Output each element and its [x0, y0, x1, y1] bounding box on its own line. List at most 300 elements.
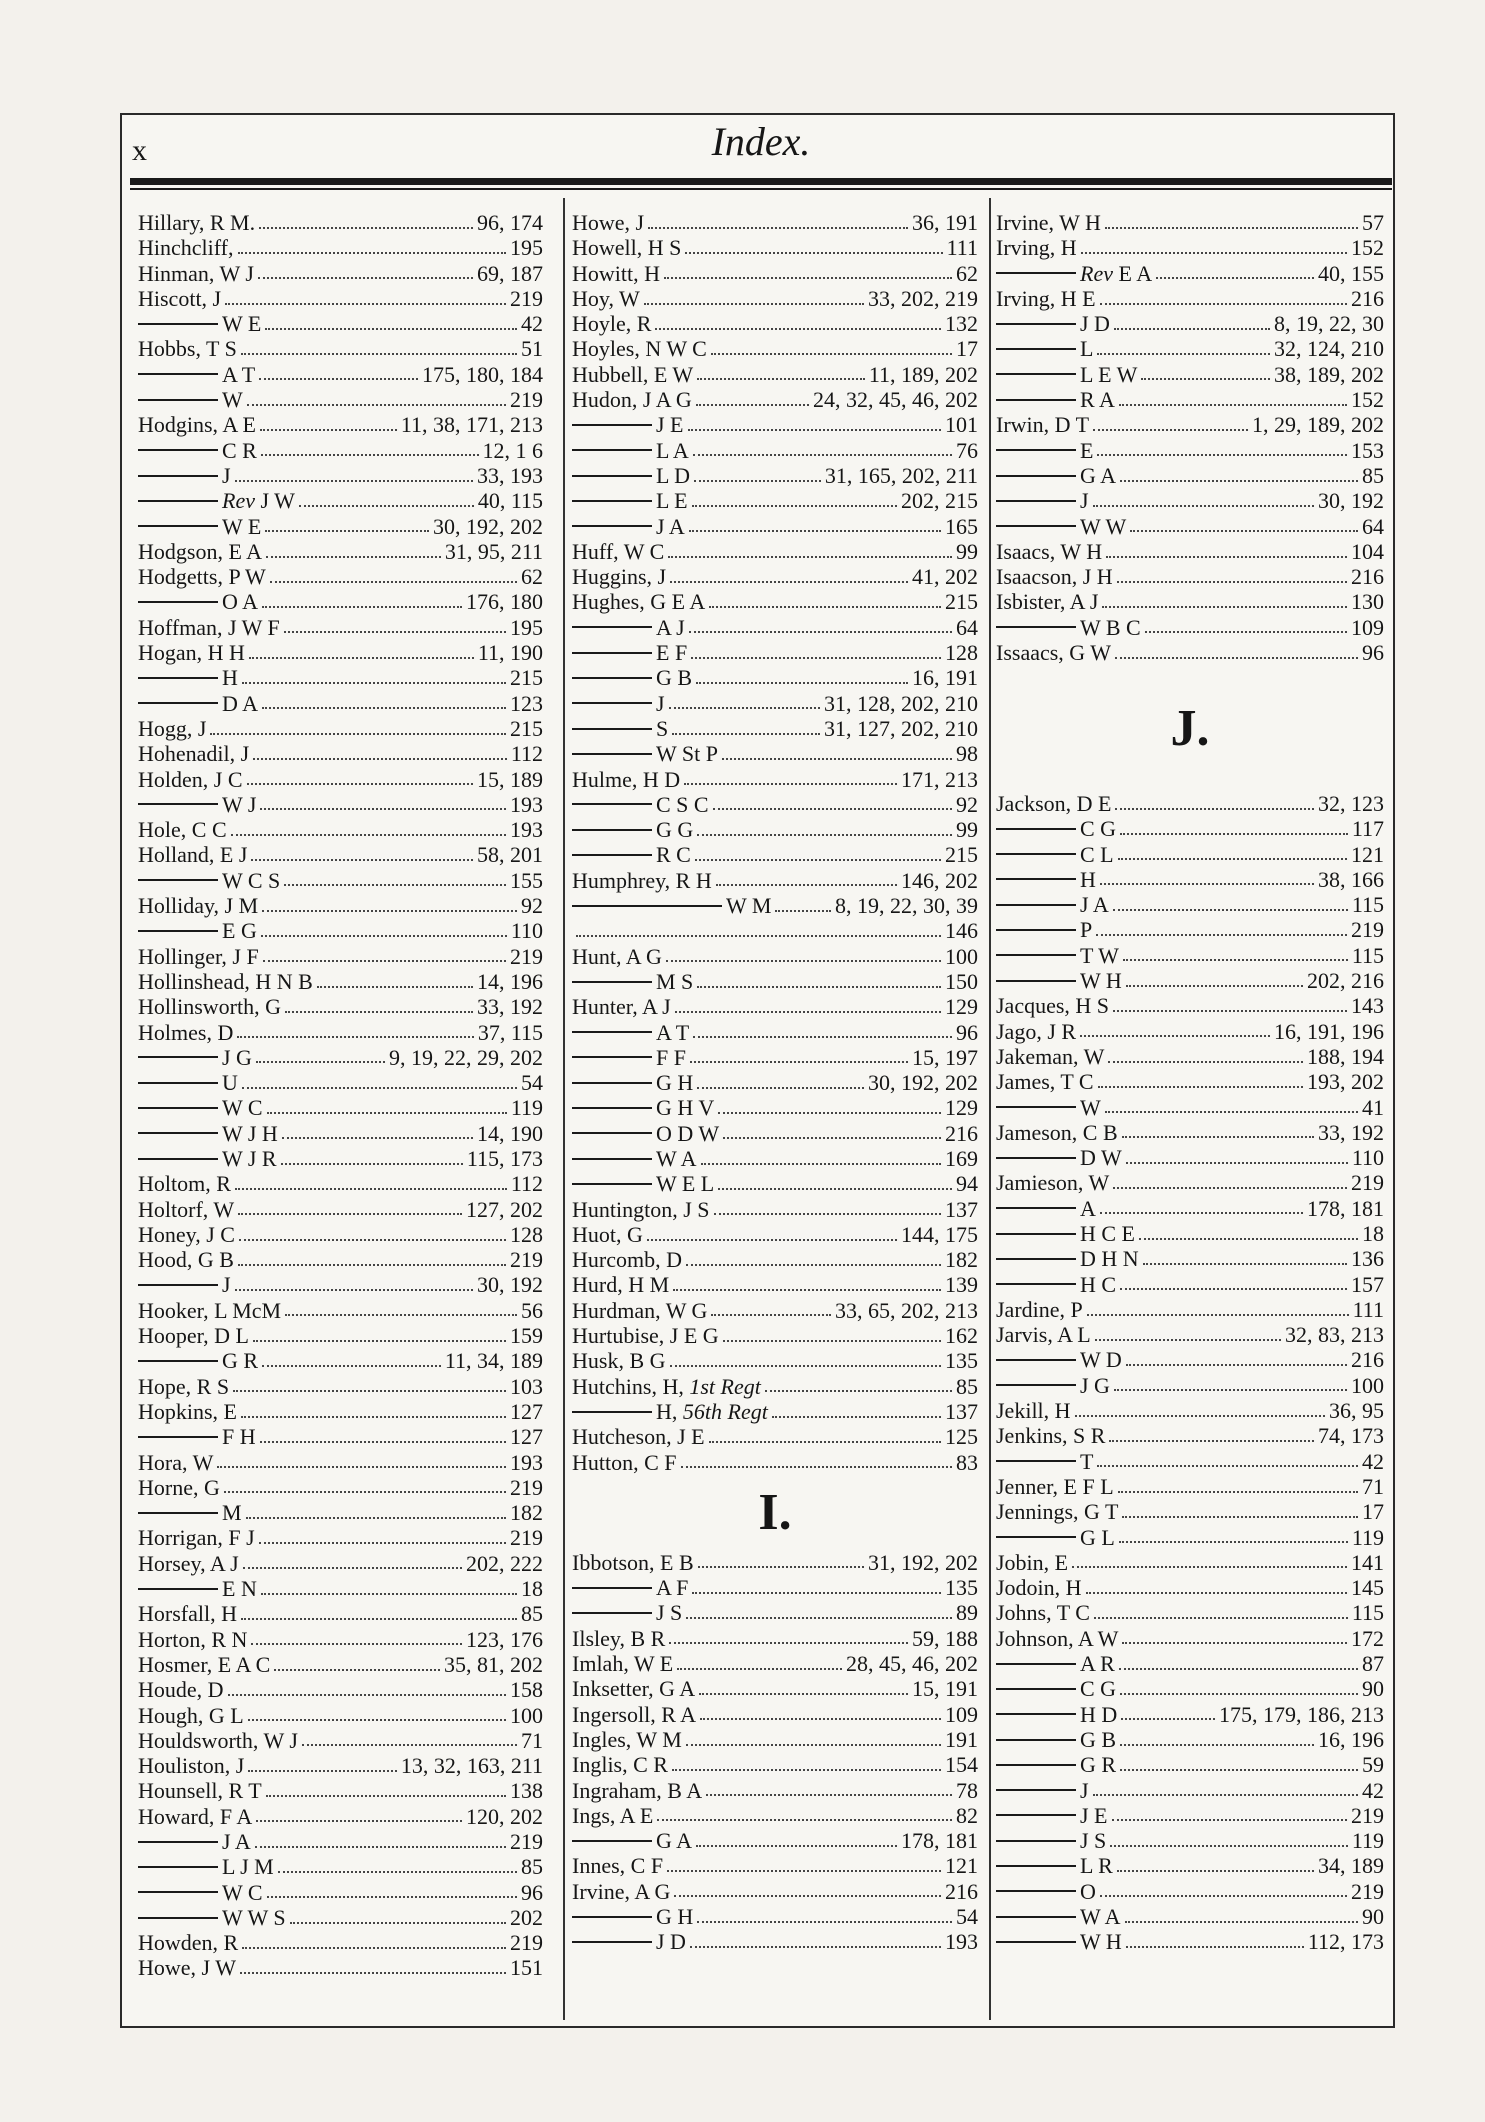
- entry-name: Hollinsworth, G: [138, 994, 281, 1020]
- dot-leader: [1106, 556, 1347, 558]
- entry-name: J A: [656, 513, 685, 539]
- entry-name: Jennings, G T: [996, 1499, 1119, 1525]
- ditto-dash: [996, 929, 1076, 931]
- entry-pages: 219: [510, 1474, 543, 1500]
- ditto-dash: [996, 1207, 1076, 1209]
- column-separator: [563, 198, 565, 2020]
- entry-pages: 100: [510, 1702, 543, 1728]
- ditto-dash: [572, 475, 652, 477]
- entry-name: Hodgson, E A: [138, 538, 263, 564]
- entry-name: C S C: [656, 791, 709, 817]
- dot-leader: [1126, 1162, 1348, 1164]
- ditto-dash: [996, 449, 1076, 451]
- ditto-dash: [138, 702, 218, 704]
- index-entry: [138, 1197, 543, 1222]
- index-entry: [138, 1601, 543, 1626]
- entry-pages: 78: [956, 1777, 978, 1803]
- index-entry: [138, 1374, 543, 1399]
- dot-leader: [1086, 1592, 1347, 1594]
- index-entry: [138, 1551, 543, 1576]
- index-entry: [138, 311, 543, 336]
- index-entry: [138, 514, 543, 539]
- index-entry: [996, 514, 1384, 539]
- entry-name: Hughes, G E A: [572, 589, 706, 615]
- dot-leader: [686, 1744, 941, 1746]
- index-entry: [996, 943, 1384, 968]
- index-entry: [996, 1575, 1384, 1600]
- ditto-dash: [572, 702, 652, 704]
- entry-pages: 90: [1362, 1676, 1384, 1702]
- dot-leader: [714, 1213, 941, 1215]
- entry-name: Irving, H E: [996, 285, 1096, 311]
- dot-leader: [689, 631, 952, 633]
- dot-leader: [302, 1744, 517, 1746]
- dot-leader: [1102, 606, 1347, 608]
- dot-leader: [697, 834, 952, 836]
- entry-name: C R: [222, 437, 257, 463]
- entry-name: Rev J W: [222, 488, 295, 514]
- dot-leader: [1100, 883, 1314, 885]
- entry-pages: 129: [945, 1095, 978, 1121]
- entry-name: W W: [1080, 513, 1127, 539]
- entry-name: M S: [656, 968, 694, 994]
- index-entry: [138, 767, 543, 792]
- entry-name: G B: [656, 665, 693, 691]
- ditto-dash: [572, 1158, 652, 1160]
- index-entry: [572, 286, 978, 311]
- entry-name: Hubbell, E W: [572, 361, 694, 387]
- entry-name: Holmes, D: [138, 1019, 234, 1045]
- entry-pages: 32, 124, 210: [1274, 336, 1384, 362]
- index-entry: [138, 589, 543, 614]
- index-entry: [572, 640, 978, 665]
- dot-leader: [1112, 1819, 1348, 1821]
- entry-pages: 110: [1351, 1145, 1384, 1171]
- ditto-dash: [572, 803, 652, 805]
- dot-leader: [253, 1340, 506, 1342]
- index-entry: [138, 665, 543, 690]
- entry-pages: 121: [1351, 841, 1384, 867]
- dot-leader: [265, 328, 517, 330]
- entry-pages: 15, 197: [912, 1044, 978, 1070]
- ditto-dash: [996, 323, 1076, 325]
- entry-name: H: [222, 665, 238, 691]
- dot-leader: [1108, 1061, 1303, 1063]
- entry-name: C G: [1080, 1676, 1117, 1702]
- entry-name: Holtom, R: [138, 1171, 231, 1197]
- entry-pages: 62: [521, 564, 543, 590]
- ditto-dash: [996, 1663, 1076, 1665]
- dot-leader: [1113, 909, 1348, 911]
- entry-pages: 127, 202: [466, 1196, 543, 1222]
- entry-name: O D W: [656, 1120, 720, 1146]
- dot-leader: [241, 353, 517, 355]
- entry-pages: 219: [1351, 917, 1384, 943]
- dot-leader: [253, 758, 507, 760]
- entry-pages: 96: [956, 1019, 978, 1045]
- entry-pages: 130: [1351, 589, 1384, 615]
- entry-name: Ings, A E: [572, 1802, 654, 1828]
- entry-name: Jacques, H S: [996, 993, 1110, 1019]
- entry-name: W H: [1080, 1929, 1122, 1955]
- index-entry: [996, 387, 1384, 412]
- entry-name: C G: [1080, 816, 1117, 842]
- index-entry: [996, 1095, 1384, 1120]
- index-entry: [138, 1854, 543, 1879]
- entry-pages: 64: [1362, 513, 1384, 539]
- entry-name: W B C: [1080, 614, 1141, 640]
- dot-leader: [1126, 985, 1303, 987]
- index-entry: [996, 1803, 1384, 1828]
- entry-name: A J: [656, 614, 685, 640]
- entry-name: W W S: [222, 1904, 286, 1930]
- entry-name: C L: [1080, 841, 1114, 867]
- dot-leader: [711, 1314, 831, 1316]
- ditto-dash: [996, 1840, 1076, 1842]
- entry-name: W: [222, 387, 243, 413]
- dot-leader: [261, 935, 507, 937]
- entry-pages: 119: [1351, 1828, 1384, 1854]
- index-entry: [996, 1904, 1384, 1929]
- index-entry: [572, 1879, 978, 1904]
- dot-leader: [775, 910, 831, 912]
- entry-pages: 30, 192, 202: [433, 513, 543, 539]
- index-entry: [138, 1171, 543, 1196]
- entry-pages: 28, 45, 46, 202: [846, 1651, 978, 1677]
- ditto-dash: [138, 1082, 218, 1084]
- index-entry: [138, 1146, 543, 1171]
- dot-leader: [648, 227, 908, 229]
- spacer: [996, 665, 1384, 690]
- entry-pages: 40, 155: [1318, 260, 1384, 286]
- index-entry: [572, 1752, 978, 1777]
- dot-leader: [699, 1693, 908, 1695]
- dot-leader: [1093, 505, 1314, 507]
- entry-name: Jamieson, W: [996, 1170, 1110, 1196]
- index-entry: [572, 463, 978, 488]
- index-entry: [572, 1045, 978, 1070]
- entry-pages: 104: [1351, 538, 1384, 564]
- entry-name: Hodgins, A E: [138, 412, 256, 438]
- dot-leader: [1095, 1339, 1281, 1341]
- entry-pages: 57: [1362, 210, 1384, 235]
- ditto-dash: [572, 1056, 652, 1058]
- entry-pages: 123, 176: [466, 1626, 543, 1652]
- index-entry: [138, 1576, 543, 1601]
- index-entry: [138, 969, 543, 994]
- entry-name: J: [1080, 1777, 1089, 1803]
- dot-leader: [1093, 429, 1248, 431]
- dot-leader: [1117, 1870, 1314, 1872]
- index-column-2: [572, 210, 978, 1955]
- entry-pages: 193: [510, 1449, 543, 1475]
- index-entry: [572, 1853, 978, 1878]
- entry-pages: 195: [510, 235, 543, 261]
- entry-name: W C S: [222, 867, 281, 893]
- dot-leader: [657, 1819, 952, 1821]
- dot-leader: [247, 404, 506, 406]
- index-entry: [572, 1600, 978, 1625]
- entry-pages: 16, 196: [1318, 1726, 1384, 1752]
- entry-name: Horsey, A J: [138, 1550, 239, 1576]
- entry-pages: 90: [1362, 1904, 1384, 1929]
- dot-leader: [285, 1011, 473, 1013]
- dot-leader: [260, 808, 506, 810]
- ditto-dash: [138, 1588, 218, 1590]
- index-entry: [996, 210, 1384, 235]
- index-entry: [572, 336, 978, 361]
- entry-name: Irwin, D T: [996, 412, 1090, 438]
- index-entry: [996, 640, 1384, 665]
- index-entry: [996, 261, 1384, 286]
- entry-name: Hulme, H D: [572, 766, 681, 792]
- index-entry: [138, 944, 543, 969]
- entry-pages: 85: [521, 1854, 543, 1880]
- entry-name: Hodgetts, P W: [138, 564, 266, 590]
- entry-pages: 30, 192, 202: [868, 1070, 978, 1096]
- entry-pages: 135: [945, 1575, 978, 1601]
- entry-pages: 89: [956, 1600, 978, 1626]
- ditto-dash: [572, 1132, 652, 1134]
- entry-name: Hoffman, J W F: [138, 614, 280, 640]
- dot-leader: [673, 1289, 941, 1291]
- entry-name: E F: [656, 640, 688, 666]
- entry-pages: 31, 128, 202, 210: [824, 690, 978, 716]
- entry-name: Irvine, W H: [996, 210, 1101, 235]
- entry-pages: 15, 189: [477, 766, 543, 792]
- entry-name: Hurdman, W G: [572, 1297, 708, 1323]
- index-entry: [996, 1499, 1384, 1524]
- index-entry: [138, 1323, 543, 1348]
- index-entry: [996, 362, 1384, 387]
- dot-leader: [266, 1795, 506, 1797]
- ditto-dash: [572, 652, 652, 654]
- entry-pages: 101: [945, 412, 978, 438]
- entry-name: Howitt, H: [572, 260, 660, 286]
- entry-name: Isaacson, J H: [996, 564, 1113, 590]
- ditto-dash: [572, 829, 652, 831]
- dot-leader: [1093, 1794, 1358, 1796]
- entry-name: E N: [222, 1576, 257, 1602]
- entry-name: Ilsley, B R: [572, 1625, 666, 1651]
- ditto-dash: [996, 1789, 1076, 1791]
- ditto-dash: [138, 449, 218, 451]
- entry-pages: 132: [945, 311, 978, 337]
- index-entry: [996, 1044, 1384, 1069]
- dot-leader: [1109, 1440, 1314, 1442]
- entry-name: L E W: [1080, 361, 1138, 387]
- dot-leader: [1120, 1769, 1358, 1771]
- index-entry: [138, 1045, 543, 1070]
- entry-name: H D: [1080, 1701, 1118, 1727]
- dot-leader: [239, 1239, 506, 1241]
- entry-pages: 112: [510, 741, 543, 767]
- dot-leader: [1097, 1465, 1358, 1467]
- entry-pages: 69, 187: [477, 260, 543, 286]
- dot-leader: [251, 859, 473, 861]
- index-entry: [572, 1828, 978, 1853]
- entry-name: J: [656, 690, 665, 716]
- dot-leader: [282, 1137, 473, 1139]
- dot-leader: [713, 808, 952, 810]
- entry-name: Hurd, H M: [572, 1272, 670, 1298]
- entry-pages: 138: [510, 1778, 543, 1804]
- entry-pages: 119: [510, 1095, 543, 1121]
- dot-leader: [692, 505, 897, 507]
- dot-leader: [299, 505, 474, 507]
- entry-name: J A: [222, 1829, 251, 1854]
- index-entry: [572, 1803, 978, 1828]
- index-entry: [138, 210, 543, 235]
- entry-pages: 115, 173: [466, 1145, 543, 1171]
- index-entry: [138, 412, 543, 437]
- entry-name: Humphrey, R H: [572, 867, 712, 893]
- dot-leader: [1094, 1617, 1348, 1619]
- ditto-dash: [996, 1814, 1076, 1816]
- index-entry: [572, 362, 978, 387]
- entry-pages: 11, 189, 202: [868, 361, 978, 387]
- dot-leader: [1122, 1516, 1358, 1518]
- dot-leader: [1126, 1364, 1347, 1366]
- entry-pages: 51: [521, 336, 543, 362]
- entry-name: Jenkins, S R: [996, 1423, 1106, 1449]
- entry-name: W A: [656, 1145, 697, 1171]
- entry-name: G A: [656, 1828, 693, 1854]
- index-entry: [996, 1170, 1384, 1195]
- dot-leader: [1126, 1946, 1304, 1948]
- entry-name: J G: [222, 1044, 252, 1070]
- dot-leader: [251, 1643, 462, 1645]
- entry-pages: 42: [1362, 1777, 1384, 1803]
- entry-name: Horne, G: [138, 1474, 220, 1500]
- entry-name: Horrigan, F J: [138, 1525, 255, 1551]
- index-entry: [572, 210, 978, 235]
- entry-pages: 17: [1362, 1499, 1384, 1525]
- entry-pages: 127: [510, 1424, 543, 1450]
- dot-leader: [210, 733, 506, 735]
- dot-leader: [231, 834, 506, 836]
- entry-name: A R: [1080, 1651, 1115, 1677]
- dot-leader: [248, 1770, 396, 1772]
- entry-pages: 188, 194: [1307, 1043, 1384, 1069]
- dot-leader: [256, 1061, 385, 1063]
- entry-name: Hutton, C F: [572, 1449, 677, 1475]
- index-entry: [572, 1146, 978, 1171]
- dot-leader: [240, 1972, 506, 1974]
- ditto-dash: [996, 1283, 1076, 1285]
- index-entry: [996, 564, 1384, 589]
- entry-pages: 33, 202, 219: [868, 285, 978, 311]
- ditto-dash: [572, 677, 652, 679]
- entry-name: Holtorf, W: [138, 1196, 235, 1222]
- entry-pages: 219: [510, 1930, 543, 1956]
- ditto-dash: [572, 1587, 652, 1589]
- ditto-dash: [996, 954, 1076, 956]
- entry-pages: 98: [956, 741, 978, 767]
- index-entry: [996, 1373, 1384, 1398]
- entry-pages: 171, 213: [901, 766, 978, 792]
- dot-leader: [259, 378, 418, 380]
- dot-leader: [1122, 1136, 1314, 1138]
- index-entry: [996, 1600, 1384, 1625]
- entry-name: Howell, H S: [572, 235, 682, 261]
- entry-name: Jago, J R: [996, 1018, 1077, 1044]
- entry-pages: 128: [945, 640, 978, 666]
- index-entry: [138, 1905, 543, 1930]
- index-entry: [996, 968, 1384, 993]
- entry-pages: 37, 115: [477, 1019, 543, 1045]
- entry-pages: 100: [945, 943, 978, 969]
- dot-leader: [262, 606, 462, 608]
- dot-leader: [1121, 1718, 1215, 1720]
- dot-leader: [1100, 1212, 1303, 1214]
- entry-name: Jarvis, A L: [996, 1322, 1091, 1348]
- index-entry: [138, 1525, 543, 1550]
- dot-leader: [285, 1314, 517, 1316]
- entry-name: Honey, J C: [138, 1221, 235, 1247]
- index-entry: [138, 1677, 543, 1702]
- entry-pages: 64: [956, 614, 978, 640]
- index-entry: [138, 1703, 543, 1728]
- index-entry: [996, 1272, 1384, 1297]
- entry-name: J D: [1080, 311, 1110, 337]
- dot-leader: [1117, 581, 1347, 583]
- index-entry: [572, 1095, 978, 1120]
- entry-name: E: [1080, 437, 1094, 463]
- ditto-dash: [138, 1512, 218, 1514]
- index-entry: [572, 1778, 978, 1803]
- entry-name: W C: [222, 1879, 263, 1905]
- entry-pages: 85: [521, 1601, 543, 1627]
- entry-name: A F: [656, 1575, 689, 1601]
- entry-name: Ibbotson, E B: [572, 1549, 694, 1575]
- index-entry: [572, 994, 978, 1019]
- entry-name: W A: [1080, 1904, 1121, 1929]
- entry-pages: 121: [945, 1853, 978, 1879]
- index-entry: [138, 387, 543, 412]
- index-entry: [138, 1804, 543, 1829]
- entry-name: Jekill, H: [996, 1398, 1071, 1424]
- entry-pages: 216: [945, 1120, 978, 1146]
- entry-name: L E: [656, 488, 688, 514]
- dot-leader: [1114, 1389, 1347, 1391]
- index-entry: [572, 539, 978, 564]
- dot-leader: [723, 1340, 941, 1342]
- entry-pages: 146, 202: [901, 867, 978, 893]
- index-entry: [996, 1752, 1384, 1777]
- dot-leader: [718, 1112, 941, 1114]
- ditto-dash: [572, 500, 652, 502]
- entry-pages: 14, 196: [477, 968, 543, 994]
- index-entry: [996, 1398, 1384, 1423]
- entry-name: Hutchins, H, 1st Regt: [572, 1373, 761, 1399]
- index-entry: [572, 311, 978, 336]
- dot-leader: [691, 657, 941, 659]
- entry-pages: 40, 115: [477, 488, 543, 514]
- entry-pages: 154: [945, 1752, 978, 1778]
- index-entry: [138, 1753, 543, 1778]
- entry-name: D W: [1080, 1145, 1122, 1171]
- entry-pages: 172: [1351, 1625, 1384, 1651]
- dot-leader: [664, 277, 952, 279]
- entry-pages: 11, 190: [477, 640, 543, 666]
- entry-name: A T: [222, 361, 256, 387]
- ditto-dash: [572, 1082, 652, 1084]
- entry-name: W E: [222, 513, 262, 539]
- index-entry: [138, 615, 543, 640]
- index-entry: [138, 1829, 543, 1854]
- entry-name: W C: [222, 1095, 263, 1121]
